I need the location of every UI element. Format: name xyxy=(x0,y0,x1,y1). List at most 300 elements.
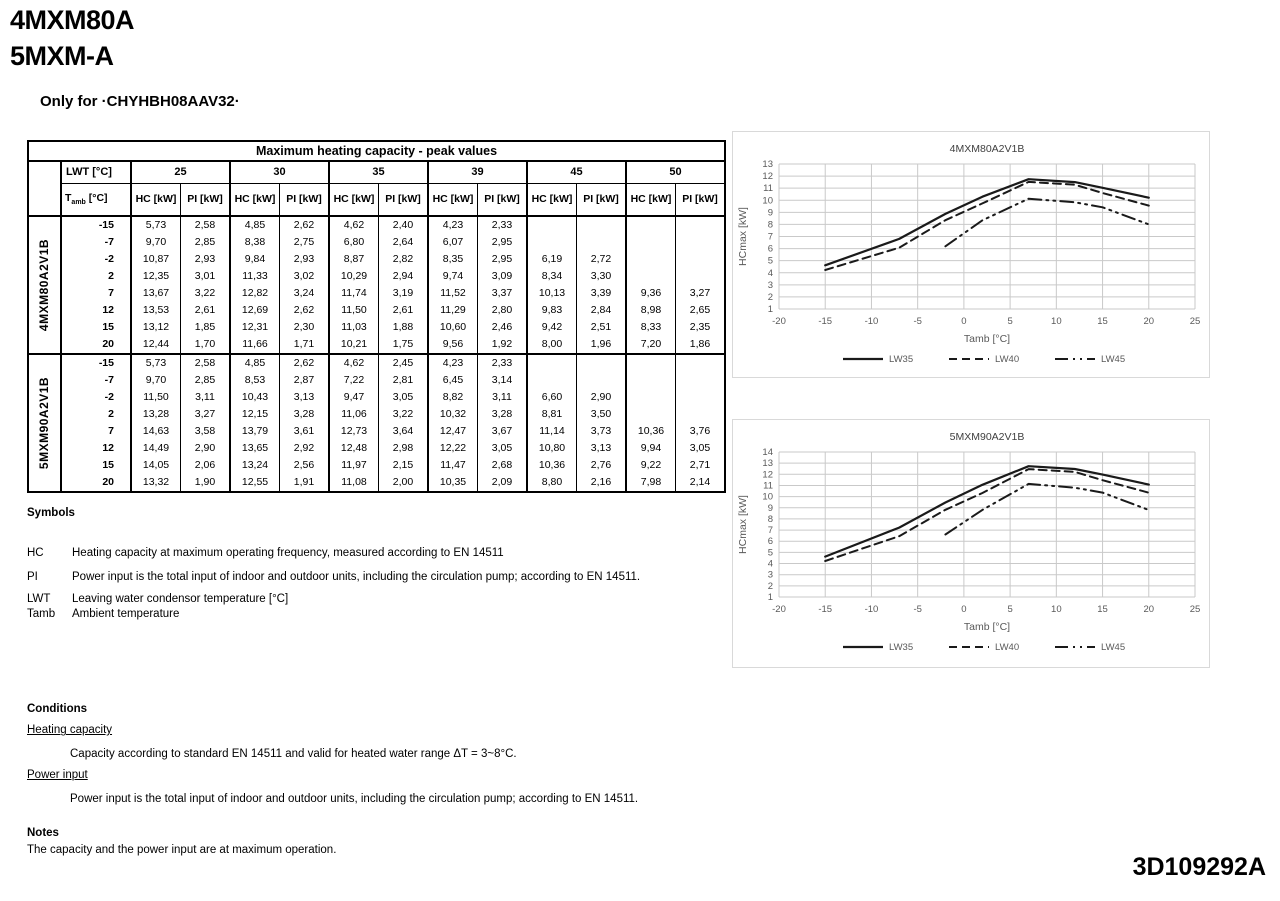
x-tick-label: -15 xyxy=(818,604,833,615)
pi-header: PI [kW] xyxy=(379,184,429,217)
x-tick-label: 20 xyxy=(1143,316,1155,327)
pi-value: 2,72 xyxy=(577,251,627,268)
pi-value: 3,27 xyxy=(181,406,231,423)
y-tick-label: 1 xyxy=(767,592,773,603)
hc-header: HC [kW] xyxy=(329,184,379,217)
table-row xyxy=(28,216,725,234)
hc-value xyxy=(527,234,577,251)
hc-value: 14,49 xyxy=(131,440,181,457)
legend-label: LW45 xyxy=(1101,354,1126,365)
hc-value: 7,98 xyxy=(626,474,676,492)
pi-value: 1,88 xyxy=(379,319,429,336)
hc-value: 8,35 xyxy=(428,251,478,268)
pi-value: 1,85 xyxy=(181,319,231,336)
pi-value: 3,27 xyxy=(676,285,726,302)
pi-value: 2,14 xyxy=(676,474,726,492)
x-tick-label: 10 xyxy=(1051,316,1062,327)
hc-value: 9,84 xyxy=(230,251,280,268)
pi-value: 3,58 xyxy=(181,423,231,440)
symbol-term: HC xyxy=(27,547,44,560)
condition-body: Capacity according to standard EN 14511 and valid for heated water range ΔT = 3~8°C. xyxy=(70,747,517,760)
hc-header: HC [kW] xyxy=(428,184,478,217)
hc-value: 10,29 xyxy=(329,268,379,285)
table-title-row xyxy=(28,141,725,161)
pi-value: 2,82 xyxy=(379,251,429,268)
hc-value: 12,82 xyxy=(230,285,280,302)
lwt-value-header: 45 xyxy=(527,161,626,184)
hc-value: 9,70 xyxy=(131,372,181,389)
condition-heading: Heating capacity xyxy=(27,724,113,737)
pi-value: 3,73 xyxy=(577,423,627,440)
tamb-value: -7 xyxy=(61,372,131,389)
conditions-title: Conditions xyxy=(27,703,88,715)
hc-value: 9,70 xyxy=(131,234,181,251)
hc-value: 13,28 xyxy=(131,406,181,423)
hc-value: 9,56 xyxy=(428,336,478,354)
pi-value: 2,90 xyxy=(181,440,231,457)
table-row xyxy=(28,457,725,474)
hc-value: 4,85 xyxy=(230,216,280,234)
pi-value xyxy=(577,216,627,234)
pi-value: 2,61 xyxy=(379,302,429,319)
tamb-value: 15 xyxy=(61,319,131,336)
pi-value xyxy=(676,251,726,268)
hc-value: 9,22 xyxy=(626,457,676,474)
tamb-value: 12 xyxy=(61,440,131,457)
pi-value: 2,40 xyxy=(379,216,429,234)
hc-value: 12,15 xyxy=(230,406,280,423)
hc-value: 6,80 xyxy=(329,234,379,251)
page-header xyxy=(10,2,134,75)
table-row xyxy=(28,372,725,389)
legend-label: LW35 xyxy=(889,642,914,653)
hc-value: 10,60 xyxy=(428,319,478,336)
chart-title: 5MXM90A2V1B xyxy=(949,431,1025,443)
pi-value xyxy=(676,372,726,389)
pi-value: 2,06 xyxy=(181,457,231,474)
y-tick-label: 14 xyxy=(762,447,773,458)
pi-value: 3,05 xyxy=(379,389,429,406)
condition-heading: Power input xyxy=(27,769,88,782)
pi-value: 3,67 xyxy=(478,423,528,440)
lwt-header-row xyxy=(28,161,725,184)
pi-value: 2,33 xyxy=(478,216,528,234)
pi-value: 1,96 xyxy=(577,336,627,354)
hc-value: 10,21 xyxy=(329,336,379,354)
pi-value: 2,58 xyxy=(181,354,231,372)
lwt-value-header: 39 xyxy=(428,161,527,184)
pi-value: 3,22 xyxy=(181,285,231,302)
symbol-row xyxy=(27,546,640,560)
pi-value: 1,86 xyxy=(676,336,726,354)
notes-section xyxy=(27,826,336,858)
hc-value: 8,82 xyxy=(428,389,478,406)
notes-title: Notes xyxy=(27,827,59,839)
model-title-2: 5MXM-A xyxy=(10,41,114,72)
unit-label: 5MXM90A2V1B xyxy=(28,354,61,492)
pi-value: 1,70 xyxy=(181,336,231,354)
y-tick-label: 1 xyxy=(767,304,773,315)
symbols-title: Symbols xyxy=(27,507,75,519)
x-tick-label: 25 xyxy=(1189,316,1201,327)
hc-value: 10,36 xyxy=(527,457,577,474)
hc-value: 12,31 xyxy=(230,319,280,336)
pi-value: 2,46 xyxy=(478,319,528,336)
table-row xyxy=(28,302,725,319)
pi-value: 2,30 xyxy=(280,319,330,336)
model-title-1: 4MXM80A xyxy=(10,5,135,35)
applicability-note: Only for ·CHYHBH08AAV32· xyxy=(40,93,240,110)
x-tick-label: -20 xyxy=(772,604,786,615)
hc-value: 4,62 xyxy=(329,216,379,234)
hc-value: 10,13 xyxy=(527,285,577,302)
hc-value: 12,48 xyxy=(329,440,379,457)
pi-value xyxy=(676,389,726,406)
hc-value: 8,33 xyxy=(626,319,676,336)
pi-value: 2,76 xyxy=(577,457,627,474)
hc-value: 10,32 xyxy=(428,406,478,423)
hc-value: 8,38 xyxy=(230,234,280,251)
hc-value: 13,32 xyxy=(131,474,181,492)
x-tick-label: -10 xyxy=(864,316,879,327)
y-tick-label: 6 xyxy=(767,243,773,255)
hc-value: 7,20 xyxy=(626,336,676,354)
legend-label: LW35 xyxy=(889,354,914,365)
hc-value: 14,63 xyxy=(131,423,181,440)
y-tick-label: 9 xyxy=(767,502,773,514)
table-row xyxy=(28,406,725,423)
symbols-section xyxy=(27,506,640,621)
hc-value xyxy=(626,251,676,268)
x-tick-label: 10 xyxy=(1051,604,1062,615)
table-row xyxy=(28,285,725,302)
hc-value: 13,65 xyxy=(230,440,280,457)
pi-value: 2,71 xyxy=(676,457,726,474)
pi-value: 2,51 xyxy=(577,319,627,336)
hc-value: 14,05 xyxy=(131,457,181,474)
chart-svg xyxy=(733,420,1211,667)
series-line-lw35 xyxy=(825,466,1149,556)
hc-value xyxy=(626,268,676,285)
y-tick-label: 8 xyxy=(767,219,773,231)
pi-header: PI [kW] xyxy=(280,184,330,217)
pi-value: 2,45 xyxy=(379,354,429,372)
symbol-row xyxy=(27,592,640,606)
pi-value: 2,95 xyxy=(478,251,528,268)
x-axis-label: Tamb [°C] xyxy=(963,621,1011,633)
condition-body: Power input is the total input of indoor and outdoor units, including the circulation pump; according to EN 14511. xyxy=(70,792,639,805)
pi-value: 2,85 xyxy=(181,234,231,251)
symbol-definition: Ambient temperature xyxy=(72,607,180,620)
table-row xyxy=(28,474,725,492)
tamb-header: $T_{amb}$ [°C] xyxy=(61,184,131,217)
tamb-value: -2 xyxy=(61,389,131,406)
pi-value: 2,68 xyxy=(478,457,528,474)
tamb-value: 2 xyxy=(61,406,131,423)
y-tick-label: 13 xyxy=(762,159,773,170)
pi-value: 2,98 xyxy=(379,440,429,457)
tamb-value: -2 xyxy=(61,251,131,268)
y-tick-label: 10 xyxy=(762,491,773,503)
hc-value: 13,24 xyxy=(230,457,280,474)
y-tick-label: 7 xyxy=(767,525,773,537)
pi-value xyxy=(676,234,726,251)
hc-value: 5,73 xyxy=(131,216,181,234)
table-row xyxy=(28,319,725,336)
pi-value: 3,11 xyxy=(181,389,231,406)
table-row xyxy=(28,440,725,457)
legend-label: LW45 xyxy=(1101,642,1126,653)
pi-header: PI [kW] xyxy=(181,184,231,217)
pi-value: 2,93 xyxy=(181,251,231,268)
pi-value: 2,62 xyxy=(280,216,330,234)
y-tick-label: 12 xyxy=(762,171,773,183)
hc-value: 11,74 xyxy=(329,285,379,302)
table-row xyxy=(28,268,725,285)
tamb-value: 2 xyxy=(61,268,131,285)
y-tick-label: 2 xyxy=(767,580,773,592)
hc-value: 10,35 xyxy=(428,474,478,492)
x-tick-label: -5 xyxy=(913,604,922,615)
pi-value: 2,94 xyxy=(379,268,429,285)
hc-value: 10,43 xyxy=(230,389,280,406)
notes-body: The capacity and the power input are at maximum operation. xyxy=(27,844,337,857)
pi-value: 2,58 xyxy=(181,216,231,234)
pi-value: 2,85 xyxy=(181,372,231,389)
pi-value: 2,90 xyxy=(577,389,627,406)
table-row xyxy=(28,423,725,440)
hc-value: 8,81 xyxy=(527,406,577,423)
pi-value: 2,65 xyxy=(676,302,726,319)
hc-value: 8,53 xyxy=(230,372,280,389)
x-tick-label: 0 xyxy=(961,316,967,327)
hc-value xyxy=(626,389,676,406)
symbol-definition: Leaving water condensor temperature [°C] xyxy=(72,593,289,606)
symbol-row xyxy=(27,570,640,584)
y-tick-label: 4 xyxy=(767,558,773,570)
hc-value: 11,33 xyxy=(230,268,280,285)
pi-value: 1,75 xyxy=(379,336,429,354)
chart-svg xyxy=(733,132,1211,379)
series-line-lw35 xyxy=(825,179,1149,265)
y-axis-label: HCmax [kW] xyxy=(737,495,749,554)
series-line-lw45 xyxy=(945,484,1148,535)
pi-value: 1,92 xyxy=(478,336,528,354)
pi-value: 3,11 xyxy=(478,389,528,406)
tamb-value: 12 xyxy=(61,302,131,319)
pi-value: 3,24 xyxy=(280,285,330,302)
chart-title: 4MXM80A2V1B xyxy=(949,143,1025,155)
hc-value: 10,80 xyxy=(527,440,577,457)
x-tick-label: 25 xyxy=(1189,604,1201,615)
hc-value: 11,08 xyxy=(329,474,379,492)
hc-header: HC [kW] xyxy=(626,184,676,217)
symbol-term: LWT xyxy=(27,593,51,606)
hc-value: 11,50 xyxy=(131,389,181,406)
hc-value: 11,97 xyxy=(329,457,379,474)
tamb-value: 7 xyxy=(61,285,131,302)
hc-value: 11,50 xyxy=(329,302,379,319)
pi-value: 3,50 xyxy=(577,406,627,423)
hc-value: 8,87 xyxy=(329,251,379,268)
pi-value: 1,90 xyxy=(181,474,231,492)
pi-value xyxy=(577,372,627,389)
pi-value: 2,75 xyxy=(280,234,330,251)
symbol-row xyxy=(27,607,640,621)
corner-cell xyxy=(28,161,61,216)
lwt-value-header: 50 xyxy=(626,161,725,184)
tamb-value: 7 xyxy=(61,423,131,440)
lwt-header: LWT [°C] xyxy=(61,161,131,184)
hc-value: 8,00 xyxy=(527,336,577,354)
hc-value: 6,07 xyxy=(428,234,478,251)
hc-value: 11,03 xyxy=(329,319,379,336)
y-tick-label: 5 xyxy=(767,255,773,267)
hc-value xyxy=(527,354,577,372)
pi-value: 3,28 xyxy=(280,406,330,423)
x-tick-label: 15 xyxy=(1097,604,1108,615)
pi-value: 1,71 xyxy=(280,336,330,354)
hc-value: 8,80 xyxy=(527,474,577,492)
y-tick-label: 3 xyxy=(767,569,773,581)
x-tick-label: 5 xyxy=(1007,604,1013,615)
lwt-value-header: 35 xyxy=(329,161,428,184)
hc-value: 9,83 xyxy=(527,302,577,319)
hc-value: 8,98 xyxy=(626,302,676,319)
hc-value xyxy=(527,216,577,234)
hc-value: 11,66 xyxy=(230,336,280,354)
table-title: Maximum heating capacity - peak values xyxy=(28,141,725,161)
table-row xyxy=(28,389,725,406)
pi-value: 2,61 xyxy=(181,302,231,319)
hc-value: 10,36 xyxy=(626,423,676,440)
hc-header: HC [kW] xyxy=(527,184,577,217)
symbol-term: Tamb xyxy=(27,607,56,620)
pi-header: PI [kW] xyxy=(478,184,528,217)
symbol-term: PI xyxy=(27,570,38,583)
hc-value: 12,55 xyxy=(230,474,280,492)
document-code: 3D109292A xyxy=(1132,853,1266,881)
y-tick-label: 9 xyxy=(767,207,773,219)
chart-panel-5mxm90a2v1b xyxy=(732,419,1210,668)
table-row xyxy=(28,234,725,251)
lwt-value-header: 25 xyxy=(131,161,230,184)
pi-value: 3,02 xyxy=(280,268,330,285)
pi-value: 2,16 xyxy=(577,474,627,492)
tamb-value: 15 xyxy=(61,457,131,474)
hc-value: 9,42 xyxy=(527,319,577,336)
hc-value xyxy=(626,406,676,423)
y-tick-label: 5 xyxy=(767,547,773,559)
hc-value: 8,34 xyxy=(527,268,577,285)
hc-value: 9,47 xyxy=(329,389,379,406)
hc-value: 11,29 xyxy=(428,302,478,319)
x-tick-label: 0 xyxy=(961,604,967,615)
hc-value: 12,69 xyxy=(230,302,280,319)
x-axis-label: Tamb [°C] xyxy=(963,333,1011,345)
hc-value: 12,47 xyxy=(428,423,478,440)
y-tick-label: 7 xyxy=(767,231,773,243)
x-tick-label: 15 xyxy=(1097,316,1108,327)
y-tick-label: 13 xyxy=(762,458,773,470)
hc-value: 4,85 xyxy=(230,354,280,372)
pi-value: 2,15 xyxy=(379,457,429,474)
x-tick-label: -20 xyxy=(772,316,786,327)
pi-value: 3,30 xyxy=(577,268,627,285)
hc-value: 11,06 xyxy=(329,406,379,423)
hc-pi-header-row xyxy=(28,184,725,217)
pi-value xyxy=(676,406,726,423)
pi-value: 2,92 xyxy=(280,440,330,457)
symbol-definition: Power input is the total input of indoor and outdoor units, including the circulation pump; according to EN 14511. xyxy=(72,570,641,583)
pi-value: 2,93 xyxy=(280,251,330,268)
hc-value: 6,45 xyxy=(428,372,478,389)
hc-value: 10,87 xyxy=(131,251,181,268)
heating-capacity-table xyxy=(27,140,726,493)
y-tick-label: 6 xyxy=(767,536,773,548)
y-tick-label: 8 xyxy=(767,513,773,525)
hc-value: 9,94 xyxy=(626,440,676,457)
tamb-value: -15 xyxy=(61,354,131,372)
hc-value: 4,23 xyxy=(428,216,478,234)
pi-value: 3,22 xyxy=(379,406,429,423)
table-row xyxy=(28,251,725,268)
pi-value xyxy=(676,216,726,234)
pi-value: 3,05 xyxy=(478,440,528,457)
pi-value: 3,09 xyxy=(478,268,528,285)
tamb-value: -7 xyxy=(61,234,131,251)
hc-value xyxy=(626,216,676,234)
hc-header: HC [kW] xyxy=(131,184,181,217)
hc-value: 4,62 xyxy=(329,354,379,372)
hc-value: 6,60 xyxy=(527,389,577,406)
hc-value: 5,73 xyxy=(131,354,181,372)
y-tick-label: 10 xyxy=(762,195,773,207)
hc-value: 13,53 xyxy=(131,302,181,319)
pi-value: 3,61 xyxy=(280,423,330,440)
y-tick-label: 4 xyxy=(767,267,773,279)
tamb-value: -15 xyxy=(61,216,131,234)
pi-value: 2,95 xyxy=(478,234,528,251)
hc-value: 11,52 xyxy=(428,285,478,302)
pi-value: 2,56 xyxy=(280,457,330,474)
pi-value: 2,62 xyxy=(280,354,330,372)
legend-label: LW40 xyxy=(995,642,1020,653)
pi-value: 2,33 xyxy=(478,354,528,372)
pi-value: 2,64 xyxy=(379,234,429,251)
hc-value: 12,44 xyxy=(131,336,181,354)
pi-value: 3,05 xyxy=(676,440,726,457)
hc-value: 4,23 xyxy=(428,354,478,372)
pi-header: PI [kW] xyxy=(676,184,726,217)
symbol-definition: Heating capacity at maximum operating frequency, measured according to EN 14511 xyxy=(72,547,504,560)
hc-value xyxy=(527,372,577,389)
hc-value: 12,35 xyxy=(131,268,181,285)
tamb-value: 20 xyxy=(61,336,131,354)
hc-value: 9,36 xyxy=(626,285,676,302)
hc-value: 13,79 xyxy=(230,423,280,440)
pi-value: 3,14 xyxy=(478,372,528,389)
x-tick-label: -5 xyxy=(913,316,922,327)
hc-value: 13,12 xyxy=(131,319,181,336)
unit-label: 4MXM80A2V1B xyxy=(28,216,61,354)
hc-value: 12,22 xyxy=(428,440,478,457)
pi-value: 3,19 xyxy=(379,285,429,302)
hc-value xyxy=(626,372,676,389)
hc-value: 12,73 xyxy=(329,423,379,440)
pi-value: 3,01 xyxy=(181,268,231,285)
pi-value: 3,39 xyxy=(577,285,627,302)
